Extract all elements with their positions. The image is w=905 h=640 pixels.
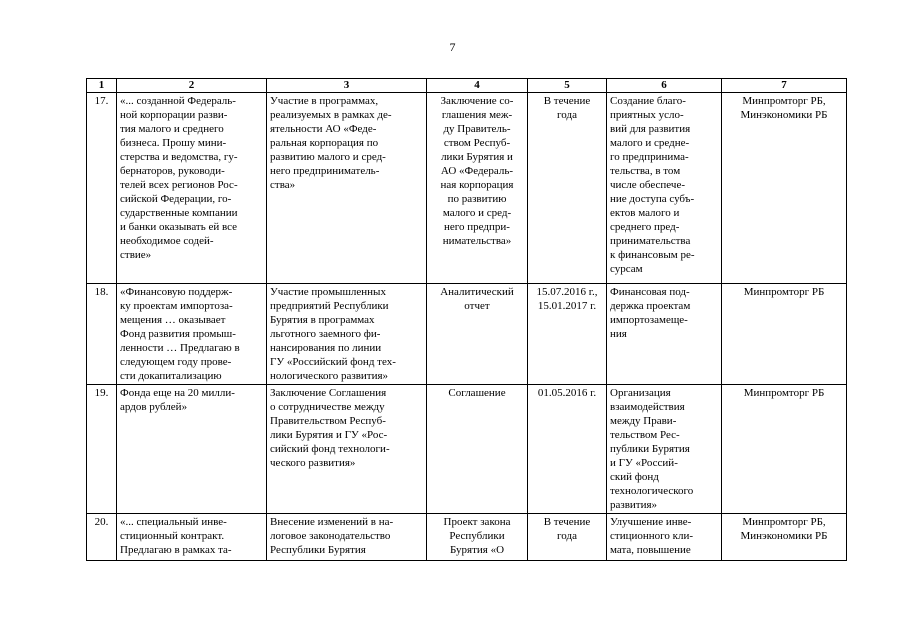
cell-text-line: Финансовая под- (610, 286, 690, 298)
cell-text-line: Улучшение инве- (610, 516, 692, 528)
cell-text-line: «... созданной Федераль- (120, 95, 236, 107)
cell-text-line: числе обеспече- (610, 179, 685, 191)
cell-text-line: ду Правитель- (443, 123, 511, 135)
header-cell: 5 (528, 79, 607, 93)
cell-text-line: стиционного кли- (610, 530, 693, 542)
cell-text-line: Участие промышленных (270, 286, 386, 298)
measures-table (86, 78, 847, 561)
responsible-cell (722, 385, 847, 514)
cell-text-line: ствие» (120, 249, 152, 261)
header-cell: 6 (607, 79, 722, 93)
cell-text-line: Республики (449, 530, 505, 542)
quote-cell (117, 284, 267, 385)
cell-text-line: бизнеса. Прошу мини- (120, 137, 227, 149)
table-row (87, 514, 847, 561)
cell-text-line: Заключение Соглашения (270, 387, 387, 399)
page-number: 7 (449, 40, 456, 54)
cell-text-line: Организация (610, 387, 671, 399)
cell-text-line: 15.01.2017 г. (537, 300, 597, 312)
cell-text-line: ческого развития» (270, 457, 356, 469)
result-form-cell (427, 93, 528, 284)
cell-text-line: лики Бурятия и ГУ «Рос- (270, 429, 388, 441)
cell-text-line: Минпромторг РБ, (742, 516, 826, 528)
cell-text-line: стиционный контракт. (120, 530, 225, 542)
result-form-cell (427, 385, 528, 514)
cell-text-line: 01.05.2016 г. (537, 387, 597, 399)
cell-text-line: ятельности АО «Феде- (270, 123, 377, 135)
cell-text-line: о сотрудничестве между (270, 401, 385, 413)
quote-cell (117, 93, 267, 284)
cell-text-line: ардов рублей» (120, 401, 188, 413)
cell-text-line: нансирования по линии (270, 342, 382, 354)
cell-text-line: В течение (543, 95, 591, 107)
cell-text-line: телей всех регионов Рос- (120, 179, 238, 191)
cell-text-line: го предпринима- (610, 151, 689, 163)
cell-text-line: следующем году прове- (120, 356, 232, 368)
cell-text-line: логовое законодательство (270, 530, 391, 542)
cell-text-line: В течение (543, 516, 591, 528)
cell-text-line: тельством Рес- (610, 429, 680, 441)
row-number-cell: 17. (87, 93, 117, 284)
expected-result-cell (607, 514, 722, 561)
cell-text-line: нимательства» (442, 235, 512, 247)
cell-text-line: ральная корпорация по (270, 137, 379, 149)
cell-text-line: импортозамеще- (610, 314, 688, 326)
quote-cell (117, 385, 267, 514)
row-number-cell: 20. (87, 514, 117, 561)
cell-text-line: Предлагаю в рамках та- (120, 544, 232, 556)
cell-text-line: тельства, в том (610, 165, 681, 177)
cell-text-line: сийский фонд технологи- (270, 443, 390, 455)
cell-text-line: Минэкономики РБ (740, 109, 828, 121)
table-row (87, 385, 847, 514)
header-cell: 4 (427, 79, 528, 93)
cell-text-line: Минпромторг РБ (743, 387, 825, 399)
cell-text-line: АО «Федераль- (440, 165, 514, 177)
measure-cell (267, 385, 427, 514)
cell-text-line: ГУ «Российский фонд тех- (270, 356, 396, 368)
cell-text-line: развитию малого и сред- (270, 151, 386, 163)
cell-text-line: реализуемых в рамках де- (270, 109, 392, 121)
table-row (87, 284, 847, 385)
cell-text-line: 15.07.2016 г., (536, 286, 598, 298)
header-cell: 1 (87, 79, 117, 93)
cell-text-line: сударственные компании (120, 207, 238, 219)
cell-text-line: среднего пред- (610, 221, 680, 233)
cell-text-line: сийской Федерации, го- (120, 193, 232, 205)
cell-text-line: бернаторов, руководи- (120, 165, 225, 177)
cell-text-line: Бурятия в программах (270, 314, 375, 326)
deadline-cell (528, 284, 607, 385)
header-cell: 3 (267, 79, 427, 93)
cell-text-line: Внесение изменений в на- (270, 516, 394, 528)
cell-text-line: по развитию (447, 193, 507, 205)
cell-text-line: к финансовым ре- (610, 249, 695, 261)
cell-text-line: малого и сред- (442, 207, 512, 219)
cell-text-line: Проект закона (443, 516, 511, 528)
cell-text-line: развития» (610, 499, 658, 511)
table-row (87, 93, 847, 284)
cell-text-line: мата, повышение (610, 544, 691, 556)
measure-cell (267, 93, 427, 284)
cell-text-line: ектов малого и (610, 207, 680, 219)
cell-text-line: Минпромторг РБ (743, 286, 825, 298)
result-form-cell (427, 284, 528, 385)
deadline-cell (528, 93, 607, 284)
cell-text-line: Соглашение (448, 387, 506, 399)
cell-text-line: лики Бурятия и (441, 151, 513, 163)
cell-text-line: Заключение со- (440, 95, 514, 107)
quote-cell (117, 514, 267, 561)
cell-text-line: отчет (464, 300, 490, 312)
header-cell: 7 (722, 79, 847, 93)
cell-text-line: сти докапитализацию (120, 370, 222, 382)
cell-text-line: сурсам (610, 263, 643, 275)
cell-text-line: Бурятия «О (449, 544, 505, 556)
cell-text-line: Фонд развития промыш- (120, 328, 236, 340)
cell-text-line: принимательства (610, 235, 691, 247)
cell-text-line: взаимодействия (610, 401, 685, 413)
cell-text-line: Минэкономики РБ (740, 530, 828, 542)
cell-text-line: «... специальный инве- (120, 516, 227, 528)
expected-result-cell (607, 385, 722, 514)
responsible-cell (722, 514, 847, 561)
cell-text-line: льготного заемного фи- (270, 328, 381, 340)
cell-text-line: Фонда еще на 20 милли- (120, 387, 235, 399)
cell-text-line: Создание благо- (610, 95, 686, 107)
cell-text-line: Правительством Респуб- (270, 415, 386, 427)
expected-result-cell (607, 93, 722, 284)
cell-text-line: Участие в программах, (270, 95, 379, 107)
deadline-cell (528, 514, 607, 561)
cell-text-line: вий для развития (610, 123, 691, 135)
cell-text-line: нологического развития» (270, 370, 389, 382)
cell-text-line: года (557, 109, 577, 121)
measure-cell (267, 284, 427, 385)
cell-text-line: Минпромторг РБ, (742, 95, 826, 107)
header-row (87, 79, 847, 93)
page-bottom-margin (0, 566, 905, 640)
deadline-cell (528, 385, 607, 514)
result-form-cell (427, 514, 528, 561)
cell-text-line: «Финансовую поддерж- (120, 286, 233, 298)
cell-text-line: ку проектам импортоза- (120, 300, 233, 312)
header-cell: 2 (117, 79, 267, 93)
cell-text-line: мещения … оказывает (120, 314, 226, 326)
cell-text-line: Аналитический (440, 286, 514, 298)
cell-text-line: приятных усло- (610, 109, 684, 121)
expected-result-cell (607, 284, 722, 385)
cell-text-line: ная корпорация (440, 179, 514, 191)
cell-text-line: технологического (610, 485, 694, 497)
cell-text-line: публики Бурятия (610, 443, 690, 455)
cell-text-line: держка проектам (610, 300, 691, 312)
cell-text-line: ние доступа субъ- (610, 193, 695, 205)
cell-text-line: года (557, 530, 577, 542)
cell-text-line: него предприниматель- (270, 165, 380, 177)
cell-text-line: необходимое содей- (120, 235, 214, 247)
row-number-cell: 18. (87, 284, 117, 385)
cell-text-line: тия малого и среднего (120, 123, 224, 135)
responsible-cell (722, 93, 847, 284)
cell-text-line: глашения меж- (441, 109, 513, 121)
responsible-cell (722, 284, 847, 385)
cell-text-line: ством Респуб- (443, 137, 511, 149)
cell-text-line: ленности … Предлагаю в (120, 342, 240, 354)
cell-text-line: ния (610, 328, 627, 340)
cell-text-line: Республики Бурятия (270, 544, 366, 556)
measure-cell (267, 514, 427, 561)
cell-text-line: и банки оказывать ей все (120, 221, 238, 233)
cell-text-line: между Прави- (610, 415, 677, 427)
cell-text-line: ский фонд (610, 471, 659, 483)
row-number-cell: 19. (87, 385, 117, 514)
cell-text-line: стерства и ведомства, гу- (120, 151, 238, 163)
cell-text-line: ной корпорации разви- (120, 109, 228, 121)
cell-text-line: малого и средне- (610, 137, 690, 149)
cell-text-line: предприятий Республики (270, 300, 389, 312)
cell-text-line: и ГУ «Россий- (610, 457, 678, 469)
cell-text-line: него предпри- (444, 221, 510, 233)
cell-text-line: ства» (270, 179, 296, 191)
